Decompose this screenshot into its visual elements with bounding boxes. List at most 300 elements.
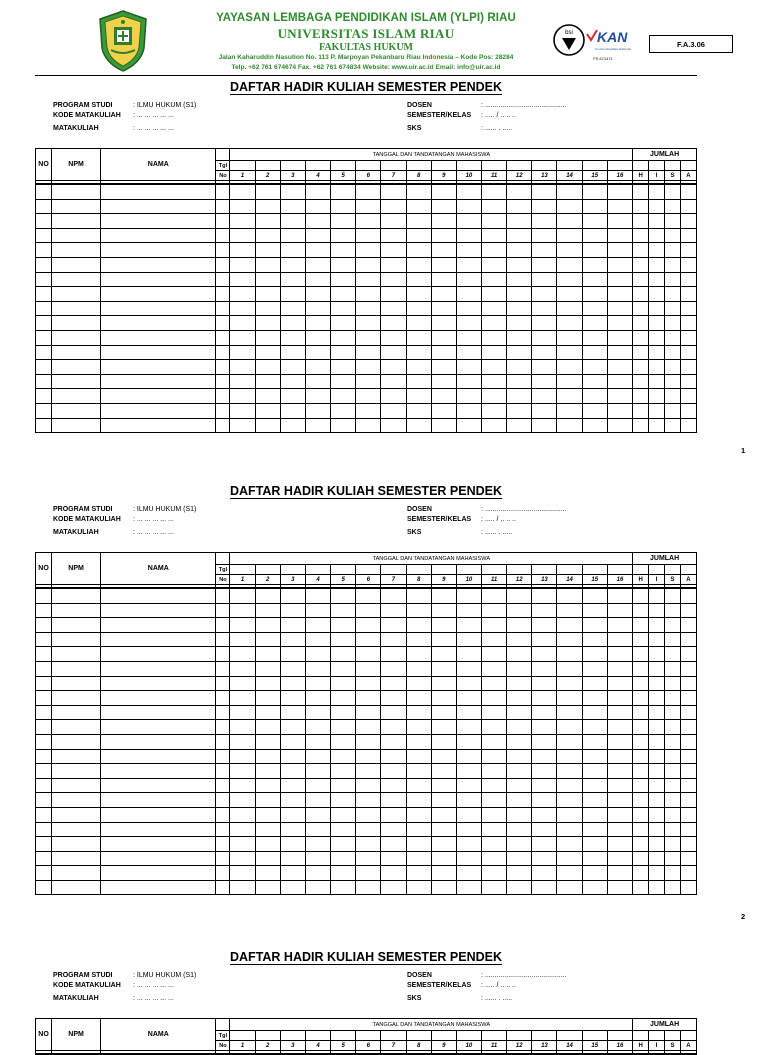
attendance-cell[interactable] <box>532 301 557 316</box>
attendance-cell[interactable] <box>557 851 582 866</box>
attendance-cell[interactable] <box>607 316 632 331</box>
attendance-cell[interactable] <box>431 418 456 433</box>
attendance-cell[interactable] <box>456 618 481 633</box>
attendance-cell[interactable] <box>305 184 330 199</box>
attendance-cell[interactable] <box>665 851 681 866</box>
attendance-cell[interactable] <box>649 243 665 258</box>
attendance-cell[interactable] <box>101 851 216 866</box>
attendance-cell[interactable] <box>633 691 649 706</box>
attendance-cell[interactable] <box>230 287 255 302</box>
attendance-cell[interactable] <box>216 330 230 345</box>
attendance-cell[interactable] <box>582 705 607 720</box>
attendance-cell[interactable] <box>305 403 330 418</box>
attendance-cell[interactable] <box>456 184 481 199</box>
attendance-cell[interactable] <box>255 764 280 779</box>
attendance-cell[interactable] <box>280 720 305 735</box>
attendance-cell[interactable] <box>52 676 101 691</box>
attendance-cell[interactable] <box>255 184 280 199</box>
attendance-cell[interactable] <box>216 764 230 779</box>
attendance-cell[interactable] <box>680 764 696 779</box>
attendance-cell[interactable] <box>230 851 255 866</box>
attendance-cell[interactable] <box>649 418 665 433</box>
attendance-cell[interactable] <box>305 618 330 633</box>
attendance-cell[interactable] <box>680 301 696 316</box>
attendance-cell[interactable] <box>607 301 632 316</box>
attendance-cell[interactable] <box>331 316 356 331</box>
attendance-cell[interactable] <box>36 301 52 316</box>
attendance-cell[interactable] <box>680 214 696 229</box>
attendance-cell[interactable] <box>381 214 406 229</box>
date-cell[interactable] <box>507 1031 532 1041</box>
attendance-cell[interactable] <box>230 749 255 764</box>
attendance-cell[interactable] <box>482 345 507 360</box>
attendance-cell[interactable] <box>680 822 696 837</box>
attendance-cell[interactable] <box>406 880 431 895</box>
attendance-cell[interactable] <box>582 793 607 808</box>
attendance-cell[interactable] <box>36 647 52 662</box>
attendance-cell[interactable] <box>557 734 582 749</box>
attendance-cell[interactable] <box>216 199 230 214</box>
attendance-cell[interactable] <box>305 243 330 258</box>
attendance-cell[interactable] <box>381 403 406 418</box>
attendance-cell[interactable] <box>582 618 607 633</box>
attendance-cell[interactable] <box>431 778 456 793</box>
attendance-cell[interactable] <box>456 199 481 214</box>
attendance-cell[interactable] <box>456 603 481 618</box>
attendance-cell[interactable] <box>482 720 507 735</box>
attendance-cell[interactable] <box>649 807 665 822</box>
attendance-cell[interactable] <box>36 403 52 418</box>
attendance-cell[interactable] <box>665 632 681 647</box>
attendance-cell[interactable] <box>101 749 216 764</box>
attendance-cell[interactable] <box>557 316 582 331</box>
attendance-cell[interactable] <box>216 272 230 287</box>
attendance-cell[interactable] <box>431 301 456 316</box>
attendance-cell[interactable] <box>633 705 649 720</box>
attendance-cell[interactable] <box>381 418 406 433</box>
attendance-cell[interactable] <box>36 272 52 287</box>
attendance-cell[interactable] <box>356 822 381 837</box>
attendance-cell[interactable] <box>532 705 557 720</box>
attendance-cell[interactable] <box>216 793 230 808</box>
attendance-cell[interactable] <box>649 199 665 214</box>
attendance-cell[interactable] <box>557 676 582 691</box>
attendance-cell[interactable] <box>482 287 507 302</box>
date-cell[interactable] <box>431 161 456 171</box>
attendance-cell[interactable] <box>431 705 456 720</box>
attendance-cell[interactable] <box>255 880 280 895</box>
attendance-cell[interactable] <box>216 647 230 662</box>
attendance-cell[interactable] <box>331 764 356 779</box>
attendance-cell[interactable] <box>431 720 456 735</box>
attendance-cell[interactable] <box>482 184 507 199</box>
attendance-cell[interactable] <box>52 720 101 735</box>
attendance-cell[interactable] <box>381 603 406 618</box>
attendance-cell[interactable] <box>456 374 481 389</box>
attendance-cell[interactable] <box>52 199 101 214</box>
attendance-cell[interactable] <box>216 720 230 735</box>
attendance-cell[interactable] <box>101 837 216 852</box>
attendance-cell[interactable] <box>381 764 406 779</box>
attendance-cell[interactable] <box>230 734 255 749</box>
attendance-cell[interactable] <box>331 793 356 808</box>
attendance-cell[interactable] <box>52 272 101 287</box>
attendance-cell[interactable] <box>456 257 481 272</box>
attendance-cell[interactable] <box>665 822 681 837</box>
attendance-cell[interactable] <box>331 632 356 647</box>
attendance-cell[interactable] <box>680 880 696 895</box>
attendance-cell[interactable] <box>280 272 305 287</box>
attendance-cell[interactable] <box>331 691 356 706</box>
attendance-cell[interactable] <box>101 778 216 793</box>
attendance-cell[interactable] <box>431 691 456 706</box>
attendance-cell[interactable] <box>52 389 101 404</box>
attendance-cell[interactable] <box>52 691 101 706</box>
attendance-cell[interactable] <box>356 837 381 852</box>
attendance-cell[interactable] <box>101 403 216 418</box>
attendance-cell[interactable] <box>101 705 216 720</box>
attendance-cell[interactable] <box>280 807 305 822</box>
attendance-cell[interactable] <box>52 330 101 345</box>
attendance-cell[interactable] <box>216 661 230 676</box>
attendance-cell[interactable] <box>331 603 356 618</box>
attendance-cell[interactable] <box>331 272 356 287</box>
date-cell[interactable] <box>607 565 632 575</box>
attendance-cell[interactable] <box>230 588 255 603</box>
attendance-cell[interactable] <box>532 720 557 735</box>
attendance-cell[interactable] <box>633 199 649 214</box>
attendance-cell[interactable] <box>507 199 532 214</box>
attendance-cell[interactable] <box>649 734 665 749</box>
attendance-cell[interactable] <box>482 199 507 214</box>
attendance-cell[interactable] <box>280 214 305 229</box>
attendance-cell[interactable] <box>230 618 255 633</box>
attendance-cell[interactable] <box>305 228 330 243</box>
attendance-cell[interactable] <box>582 764 607 779</box>
attendance-cell[interactable] <box>532 676 557 691</box>
attendance-cell[interactable] <box>255 301 280 316</box>
attendance-cell[interactable] <box>532 793 557 808</box>
attendance-cell[interactable] <box>406 199 431 214</box>
attendance-cell[interactable] <box>607 676 632 691</box>
attendance-cell[interactable] <box>680 866 696 881</box>
attendance-cell[interactable] <box>216 345 230 360</box>
attendance-cell[interactable] <box>633 301 649 316</box>
attendance-cell[interactable] <box>456 734 481 749</box>
attendance-cell[interactable] <box>406 403 431 418</box>
attendance-cell[interactable] <box>456 691 481 706</box>
attendance-cell[interactable] <box>607 851 632 866</box>
attendance-cell[interactable] <box>331 418 356 433</box>
attendance-cell[interactable] <box>482 243 507 258</box>
attendance-cell[interactable] <box>557 603 582 618</box>
attendance-cell[interactable] <box>482 822 507 837</box>
attendance-cell[interactable] <box>381 851 406 866</box>
attendance-cell[interactable] <box>381 316 406 331</box>
attendance-cell[interactable] <box>607 228 632 243</box>
attendance-cell[interactable] <box>456 214 481 229</box>
attendance-cell[interactable] <box>36 360 52 375</box>
attendance-cell[interactable] <box>680 243 696 258</box>
attendance-cell[interactable] <box>230 374 255 389</box>
attendance-cell[interactable] <box>255 822 280 837</box>
attendance-cell[interactable] <box>305 793 330 808</box>
attendance-cell[interactable] <box>331 734 356 749</box>
date-cell[interactable] <box>582 565 607 575</box>
attendance-cell[interactable] <box>305 851 330 866</box>
attendance-cell[interactable] <box>665 272 681 287</box>
attendance-cell[interactable] <box>216 734 230 749</box>
date-cell[interactable] <box>582 1031 607 1041</box>
attendance-cell[interactable] <box>52 822 101 837</box>
attendance-cell[interactable] <box>356 734 381 749</box>
attendance-cell[interactable] <box>36 705 52 720</box>
attendance-cell[interactable] <box>649 691 665 706</box>
attendance-cell[interactable] <box>665 228 681 243</box>
attendance-cell[interactable] <box>665 866 681 881</box>
attendance-cell[interactable] <box>507 705 532 720</box>
attendance-cell[interactable] <box>36 822 52 837</box>
attendance-cell[interactable] <box>507 793 532 808</box>
date-cell[interactable] <box>381 161 406 171</box>
attendance-cell[interactable] <box>101 880 216 895</box>
attendance-cell[interactable] <box>216 866 230 881</box>
attendance-cell[interactable] <box>356 214 381 229</box>
attendance-cell[interactable] <box>557 661 582 676</box>
attendance-cell[interactable] <box>456 287 481 302</box>
attendance-cell[interactable] <box>482 360 507 375</box>
attendance-cell[interactable] <box>680 403 696 418</box>
attendance-cell[interactable] <box>665 720 681 735</box>
attendance-cell[interactable] <box>52 374 101 389</box>
attendance-cell[interactable] <box>665 588 681 603</box>
attendance-cell[interactable] <box>305 316 330 331</box>
attendance-cell[interactable] <box>680 374 696 389</box>
attendance-cell[interactable] <box>381 705 406 720</box>
attendance-cell[interactable] <box>230 214 255 229</box>
attendance-cell[interactable] <box>582 316 607 331</box>
attendance-cell[interactable] <box>255 330 280 345</box>
attendance-cell[interactable] <box>381 228 406 243</box>
attendance-cell[interactable] <box>381 837 406 852</box>
attendance-cell[interactable] <box>331 749 356 764</box>
attendance-cell[interactable] <box>305 661 330 676</box>
attendance-cell[interactable] <box>280 734 305 749</box>
attendance-cell[interactable] <box>532 360 557 375</box>
attendance-cell[interactable] <box>557 588 582 603</box>
attendance-cell[interactable] <box>52 360 101 375</box>
attendance-cell[interactable] <box>406 360 431 375</box>
attendance-cell[interactable] <box>582 632 607 647</box>
attendance-cell[interactable] <box>557 301 582 316</box>
date-cell[interactable] <box>280 1031 305 1041</box>
attendance-cell[interactable] <box>557 793 582 808</box>
attendance-cell[interactable] <box>36 807 52 822</box>
attendance-cell[interactable] <box>280 345 305 360</box>
attendance-cell[interactable] <box>101 257 216 272</box>
attendance-cell[interactable] <box>356 418 381 433</box>
attendance-cell[interactable] <box>607 199 632 214</box>
attendance-cell[interactable] <box>456 705 481 720</box>
attendance-cell[interactable] <box>582 418 607 433</box>
date-cell[interactable] <box>482 161 507 171</box>
attendance-cell[interactable] <box>230 661 255 676</box>
attendance-cell[interactable] <box>36 345 52 360</box>
attendance-cell[interactable] <box>456 661 481 676</box>
attendance-cell[interactable] <box>356 705 381 720</box>
attendance-cell[interactable] <box>381 749 406 764</box>
attendance-cell[interactable] <box>649 764 665 779</box>
attendance-cell[interactable] <box>507 851 532 866</box>
attendance-cell[interactable] <box>431 330 456 345</box>
attendance-cell[interactable] <box>482 257 507 272</box>
attendance-cell[interactable] <box>36 330 52 345</box>
attendance-cell[interactable] <box>356 403 381 418</box>
attendance-cell[interactable] <box>532 661 557 676</box>
attendance-cell[interactable] <box>305 691 330 706</box>
date-cell[interactable] <box>255 565 280 575</box>
attendance-cell[interactable] <box>532 243 557 258</box>
attendance-cell[interactable] <box>532 691 557 706</box>
attendance-cell[interactable] <box>607 691 632 706</box>
attendance-cell[interactable] <box>557 403 582 418</box>
attendance-cell[interactable] <box>532 418 557 433</box>
attendance-cell[interactable] <box>507 272 532 287</box>
date-cell[interactable] <box>582 161 607 171</box>
attendance-cell[interactable] <box>582 661 607 676</box>
attendance-cell[interactable] <box>582 822 607 837</box>
attendance-cell[interactable] <box>482 837 507 852</box>
attendance-cell[interactable] <box>305 199 330 214</box>
attendance-cell[interactable] <box>582 734 607 749</box>
date-cell[interactable] <box>482 1031 507 1041</box>
attendance-cell[interactable] <box>482 228 507 243</box>
attendance-cell[interactable] <box>582 228 607 243</box>
attendance-cell[interactable] <box>216 691 230 706</box>
attendance-cell[interactable] <box>607 647 632 662</box>
date-cell[interactable] <box>482 565 507 575</box>
attendance-cell[interactable] <box>230 691 255 706</box>
attendance-cell[interactable] <box>633 618 649 633</box>
attendance-cell[interactable] <box>216 618 230 633</box>
attendance-cell[interactable] <box>356 632 381 647</box>
attendance-cell[interactable] <box>406 389 431 404</box>
attendance-cell[interactable] <box>665 389 681 404</box>
attendance-cell[interactable] <box>216 228 230 243</box>
attendance-cell[interactable] <box>216 822 230 837</box>
attendance-cell[interactable] <box>607 749 632 764</box>
attendance-cell[interactable] <box>52 287 101 302</box>
attendance-cell[interactable] <box>356 661 381 676</box>
attendance-cell[interactable] <box>280 588 305 603</box>
attendance-cell[interactable] <box>482 676 507 691</box>
attendance-cell[interactable] <box>607 257 632 272</box>
date-cell[interactable] <box>356 161 381 171</box>
attendance-cell[interactable] <box>633 374 649 389</box>
attendance-cell[interactable] <box>216 588 230 603</box>
attendance-cell[interactable] <box>680 272 696 287</box>
attendance-cell[interactable] <box>52 316 101 331</box>
attendance-cell[interactable] <box>607 661 632 676</box>
attendance-cell[interactable] <box>431 822 456 837</box>
attendance-cell[interactable] <box>431 374 456 389</box>
attendance-cell[interactable] <box>101 691 216 706</box>
attendance-cell[interactable] <box>406 418 431 433</box>
attendance-cell[interactable] <box>356 330 381 345</box>
attendance-cell[interactable] <box>649 184 665 199</box>
attendance-cell[interactable] <box>680 705 696 720</box>
attendance-cell[interactable] <box>557 199 582 214</box>
attendance-cell[interactable] <box>582 345 607 360</box>
attendance-cell[interactable] <box>101 360 216 375</box>
attendance-cell[interactable] <box>507 418 532 433</box>
attendance-cell[interactable] <box>665 316 681 331</box>
attendance-cell[interactable] <box>305 588 330 603</box>
attendance-cell[interactable] <box>680 720 696 735</box>
attendance-cell[interactable] <box>607 866 632 881</box>
date-cell[interactable] <box>532 565 557 575</box>
attendance-cell[interactable] <box>36 287 52 302</box>
attendance-cell[interactable] <box>456 880 481 895</box>
date-cell[interactable] <box>557 1031 582 1041</box>
attendance-cell[interactable] <box>482 403 507 418</box>
date-cell[interactable] <box>381 1031 406 1041</box>
attendance-cell[interactable] <box>507 330 532 345</box>
attendance-cell[interactable] <box>255 705 280 720</box>
attendance-cell[interactable] <box>665 647 681 662</box>
attendance-cell[interactable] <box>216 389 230 404</box>
attendance-cell[interactable] <box>230 764 255 779</box>
attendance-cell[interactable] <box>216 301 230 316</box>
attendance-cell[interactable] <box>52 837 101 852</box>
date-cell[interactable] <box>406 161 431 171</box>
attendance-cell[interactable] <box>381 632 406 647</box>
attendance-cell[interactable] <box>507 228 532 243</box>
attendance-cell[interactable] <box>649 793 665 808</box>
attendance-cell[interactable] <box>633 588 649 603</box>
attendance-cell[interactable] <box>255 720 280 735</box>
attendance-cell[interactable] <box>255 374 280 389</box>
attendance-cell[interactable] <box>633 822 649 837</box>
attendance-cell[interactable] <box>507 603 532 618</box>
attendance-cell[interactable] <box>52 647 101 662</box>
attendance-cell[interactable] <box>680 618 696 633</box>
attendance-cell[interactable] <box>582 880 607 895</box>
date-cell[interactable] <box>557 565 582 575</box>
attendance-cell[interactable] <box>665 287 681 302</box>
attendance-cell[interactable] <box>331 330 356 345</box>
attendance-cell[interactable] <box>633 184 649 199</box>
attendance-cell[interactable] <box>36 691 52 706</box>
attendance-cell[interactable] <box>532 403 557 418</box>
attendance-cell[interactable] <box>507 676 532 691</box>
attendance-cell[interactable] <box>230 345 255 360</box>
attendance-cell[interactable] <box>52 866 101 881</box>
attendance-cell[interactable] <box>649 214 665 229</box>
attendance-cell[interactable] <box>255 691 280 706</box>
attendance-cell[interactable] <box>216 287 230 302</box>
attendance-cell[interactable] <box>582 588 607 603</box>
attendance-cell[interactable] <box>216 778 230 793</box>
attendance-cell[interactable] <box>607 374 632 389</box>
attendance-cell[interactable] <box>482 316 507 331</box>
attendance-cell[interactable] <box>255 243 280 258</box>
attendance-cell[interactable] <box>680 632 696 647</box>
attendance-cell[interactable] <box>331 257 356 272</box>
attendance-cell[interactable] <box>532 330 557 345</box>
attendance-cell[interactable] <box>101 330 216 345</box>
attendance-cell[interactable] <box>633 778 649 793</box>
